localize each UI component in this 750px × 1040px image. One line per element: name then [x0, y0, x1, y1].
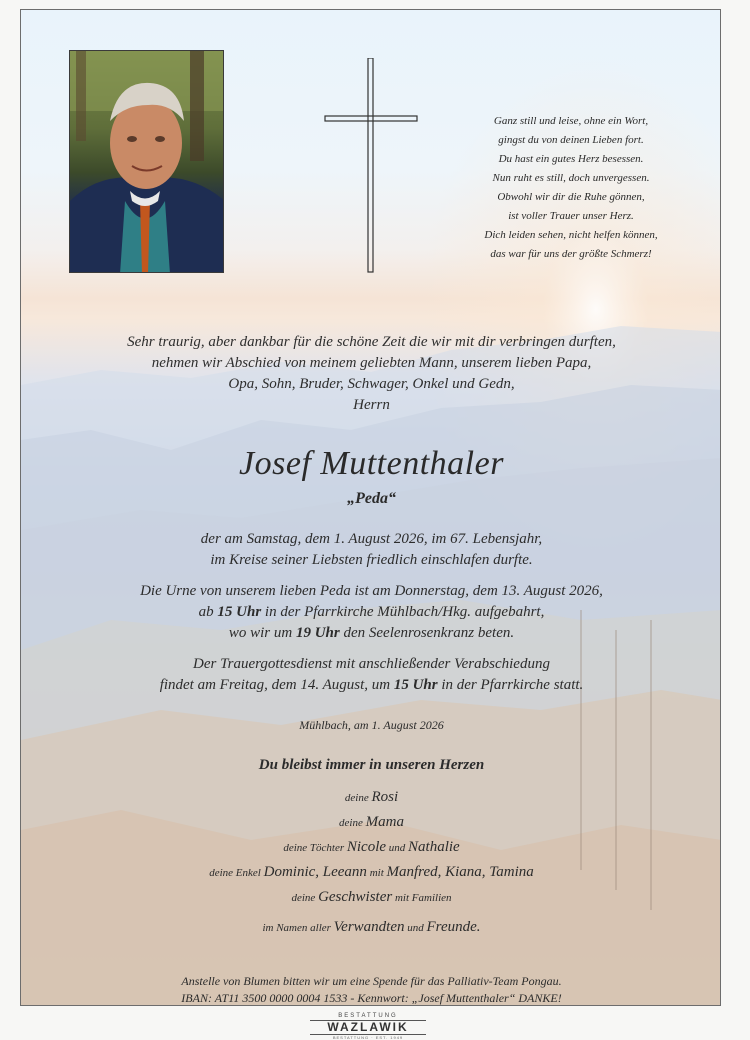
mourner-name: Mama [365, 814, 404, 830]
mourner-relation: deine Enkel [209, 867, 264, 879]
urn-text: ab [198, 604, 218, 620]
mourner-relation: deine [291, 892, 319, 904]
donation-line: IBAN: AT11 3500 0000 0004 1533 - Kennwort: „Josef Muttenthaler“ DANKE! [181, 991, 562, 1005]
poem-line: Nun ruht es still, doch unvergessen. [492, 172, 650, 184]
cross-icon [323, 58, 419, 274]
intro-line: Opa, Sohn, Bruder, Schwager, Onkel und Gedn, [228, 376, 515, 392]
mourner-relation: im Namen aller [262, 922, 334, 934]
mourner-name: Verwandten [333, 919, 405, 935]
logo-top-text: BESTATTUNG [338, 1013, 398, 1019]
funeral-service-text [31, 654, 712, 696]
poem-line: gingst du von deinen Lieben fort. [498, 134, 644, 146]
poem-line: ist voller Trauer unser Herz. [508, 210, 634, 222]
portrait-photo [69, 50, 224, 273]
mourner-line [21, 916, 721, 939]
mourner-line [21, 836, 721, 859]
urn-text: den Seelenrosenkranz beten. [339, 625, 515, 641]
poem-line: Ganz still und leise, ohne ein Wort, [493, 115, 649, 127]
mourner-line [21, 811, 721, 834]
death-notice [31, 529, 712, 571]
poem-line: Dich leiden sehen, nicht helfen können, [484, 229, 658, 241]
mourner-name: Freunde [426, 919, 477, 935]
mourner-name: Nathalie [408, 839, 460, 855]
intro-line: nehmen wir Abschied von meinem geliebten Mann, unserem lieben Papa, [151, 355, 592, 371]
death-line: der am Samstag, dem 1. August 2026, im 67. Lebensjahr, [200, 531, 543, 547]
urn-line: Die Urne von unserem lieben Peda ist am Donnerstag, dem 13. August 2026, [140, 583, 603, 599]
rosary-time: 19 Uhr [295, 625, 340, 641]
motto: Du bleibst immer in unseren Herzen [258, 757, 485, 773]
intro-line: Herrn [353, 397, 390, 413]
deceased-nickname: „Peda“ [347, 490, 396, 507]
mourner-name: Geschwister [318, 889, 393, 905]
poem-line: das war für uns der größte Schmerz! [490, 248, 652, 260]
mourner-conjunction: mit [366, 867, 387, 879]
mourner-relation: deine [344, 792, 372, 804]
mourner-name: Nicole [346, 839, 387, 855]
urn-time: 15 Uhr [217, 604, 262, 620]
logo-main-text: WAZLAWIK [310, 1020, 426, 1035]
mourner-name: Dominic, Leeann [263, 864, 367, 880]
mourner-conjunction: und [404, 922, 427, 934]
urn-viewing-text [31, 581, 712, 644]
donation-line: Anstelle von Blumen bitten wir um eine Spende für das Palliativ-Team Pongau. [181, 974, 562, 988]
mourner-relation: deine Töchter [283, 842, 347, 854]
death-line: im Kreise seiner Liebsten friedlich einschlafen durfte. [210, 552, 533, 568]
mourner-line [21, 886, 721, 909]
service-line: Der Trauergottesdienst mit anschließender Verabschiedung [193, 656, 550, 672]
logo-sub-text: BESTATTUNG · EST. 1949 [332, 1035, 404, 1040]
obituary-card [20, 9, 721, 1006]
mourner-conjunction: und [386, 842, 409, 854]
portrait-image [70, 51, 224, 273]
intro-line: Sehr traurig, aber dankbar für die schöne Zeit die wir mit dir verbringen durften, [127, 334, 616, 350]
intro-text [41, 332, 702, 416]
poem-line: Obwohl wir dir die Ruhe gönnen, [497, 191, 645, 203]
memorial-poem [441, 112, 701, 264]
service-text: findet am Freitag, dem 14. August, um [159, 677, 394, 693]
mourner-name: Rosi [371, 789, 399, 805]
service-time: 15 Uhr [393, 677, 438, 693]
service-line [31, 675, 712, 696]
urn-line [31, 623, 712, 644]
mourner-line [21, 786, 721, 809]
urn-text: wo wir um [228, 625, 296, 641]
poem-line: Du hast ein gutes Herz besessen. [498, 153, 644, 165]
service-text: in der Pfarrkirche statt. [437, 677, 584, 693]
mourner-name: Manfred, Kiana, Tamina [386, 864, 534, 880]
mourner-suffix: mit Familien [392, 892, 452, 904]
deceased-name: Josef Muttenthaler [239, 445, 504, 482]
donation-note [21, 973, 721, 1006]
place-and-date: Mühlbach, am 1. August 2026 [299, 718, 444, 732]
mourner-suffix: . [476, 919, 481, 935]
urn-line [31, 602, 712, 623]
funeral-home-logo [310, 1013, 426, 1040]
mourner-relation: deine [339, 817, 366, 829]
urn-text: in der Pfarrkirche Mühlbach/Hkg. aufgebahrt, [261, 604, 545, 620]
mourner-line [21, 861, 721, 884]
